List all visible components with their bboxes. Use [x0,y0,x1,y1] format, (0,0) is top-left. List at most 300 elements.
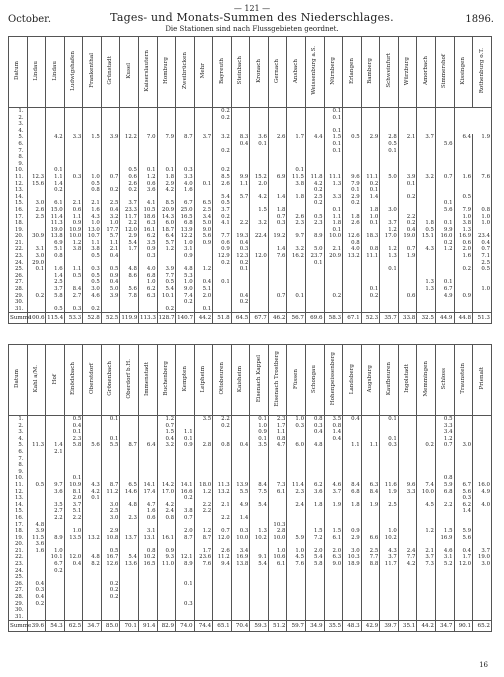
value-cell: 35.5 [324,621,343,632]
table-row [9,220,492,227]
value-cell: 8.4 [64,286,83,293]
value-cell [361,121,380,128]
value-cell: 9.7 [46,482,65,489]
value-cell [64,121,83,128]
value-cell [435,154,454,161]
station-header [64,345,83,416]
value-cell [138,594,157,601]
value-cell [361,541,380,548]
value-cell [101,167,120,174]
value-cell: 1.1 [64,214,83,221]
value-cell: 8.9 [176,561,195,568]
value-cell: 62.5 [64,621,83,632]
value-cell [268,508,287,515]
value-cell [306,449,325,456]
value-cell [194,522,213,529]
value-cell: 5.8 [306,561,325,568]
value-cell: 11.4 [46,214,65,221]
value-cell [343,273,362,280]
value-cell [398,266,417,273]
value-cell: 3.7 [417,134,436,141]
value-cell [213,587,232,594]
value-cell: 3.9 [398,174,417,181]
value-cell: 100.6 [27,313,46,324]
value-cell: 52.8 [83,313,102,324]
value-cell [138,423,157,430]
value-cell [435,214,454,221]
value-cell [361,148,380,155]
value-cell [46,475,65,482]
value-cell: 9.3 [157,554,176,561]
value-cell [27,227,46,234]
value-cell: 0.1 [306,260,325,267]
date-cell: Summe [9,313,28,324]
value-cell [176,614,195,621]
page-footer: 16 [479,661,488,669]
value-cell [435,161,454,168]
value-cell: 10.5 [138,207,157,214]
value-cell: 3.9 [157,266,176,273]
value-cell [398,594,417,601]
header-label: Gernach [274,58,281,83]
value-cell [361,456,380,463]
value-cell [287,299,306,306]
value-cell [306,522,325,529]
value-cell: 0.3 [231,528,250,535]
value-cell [343,601,362,608]
value-cell [380,273,399,280]
date-cell: 18. [9,220,28,227]
value-cell [473,148,492,155]
value-cell: 10.0 [417,489,436,496]
value-cell: 6.3 [138,220,157,227]
value-cell: 6.1 [324,535,343,542]
value-cell [194,121,213,128]
value-cell: 3.6 [138,187,157,194]
value-cell: 14.1 [138,482,157,489]
value-cell: 0.1 [361,286,380,293]
value-cell [27,416,46,423]
value-cell [157,587,176,594]
value-cell [194,148,213,155]
value-cell [64,161,83,168]
value-cell: 2.3 [306,220,325,227]
value-cell [231,456,250,463]
value-cell [473,528,492,535]
value-cell [398,456,417,463]
value-cell [417,148,436,155]
value-cell [306,581,325,588]
value-cell [380,601,399,608]
value-cell: 8.4 [250,482,269,489]
value-cell: 3.0 [27,200,46,207]
value-cell: 2.3 [287,220,306,227]
value-cell [46,541,65,548]
value-cell [120,161,139,168]
value-cell [250,614,269,621]
value-cell: 2.5 [101,200,120,207]
value-cell: 4.1 [138,200,157,207]
value-cell: 51.2 [268,621,287,632]
value-cell [250,548,269,555]
date-cell: 22. [9,554,28,561]
value-cell [268,187,287,194]
value-cell: 1.5 [306,528,325,535]
value-cell [380,200,399,207]
table-row [9,475,492,482]
value-cell [417,515,436,522]
value-cell [176,462,195,469]
station-header [361,345,380,416]
value-cell: 0.4 [27,581,46,588]
value-cell [194,115,213,122]
value-cell [473,587,492,594]
value-cell [213,154,232,161]
value-cell [250,121,269,128]
value-cell [138,161,157,168]
value-cell [417,121,436,128]
value-cell: 0.9 [343,528,362,535]
value-cell: 0.4 [473,240,492,247]
value-cell [435,522,454,529]
value-cell: 1.9 [324,502,343,509]
value-cell: 4.8 [83,554,102,561]
value-cell: 6.8 [435,489,454,496]
value-cell: 0.2 [231,260,250,267]
value-cell [250,508,269,515]
value-cell [176,260,195,267]
value-cell [343,299,362,306]
header-label: Weissenburg a.S. [311,46,318,96]
value-cell [287,121,306,128]
value-cell: 1.5 [435,528,454,535]
value-cell [361,141,380,148]
value-cell [194,568,213,575]
value-cell [324,495,343,502]
table-row [9,306,492,313]
value-cell [361,154,380,161]
date-cell: 20. [9,233,28,240]
value-cell [138,141,157,148]
value-cell: 1.4 [46,442,65,449]
value-cell [473,429,492,436]
value-cell [343,462,362,469]
value-cell [435,194,454,201]
value-cell [250,515,269,522]
value-cell [101,456,120,463]
value-cell [101,423,120,430]
table-row [9,568,492,575]
value-cell: 1.2 [64,240,83,247]
value-cell [101,522,120,529]
value-cell: 3.2 [101,214,120,221]
value-cell [213,299,232,306]
value-cell [268,154,287,161]
value-cell [27,502,46,509]
page-title: Tages- und Monats-Summen des Niederschlages. [110,11,394,24]
value-cell: 0.2 [213,423,232,430]
value-cell [176,194,195,201]
value-cell: 2.4 [157,508,176,515]
value-cell: 3.8 [83,246,102,253]
value-cell [138,436,157,443]
value-cell [213,541,232,548]
value-cell: 20.9 [324,253,343,260]
value-cell: 18.7 [157,227,176,234]
value-cell [324,187,343,194]
value-cell [473,141,492,148]
value-cell [454,306,473,313]
value-cell [83,515,102,522]
value-cell: 3.1 [435,554,454,561]
value-cell [417,194,436,201]
value-cell: 3.2 [213,134,232,141]
value-cell [157,594,176,601]
value-cell [27,574,46,581]
value-cell: 0.6 [138,515,157,522]
value-cell: 5.6 [454,489,473,496]
value-cell [361,587,380,594]
value-cell [176,574,195,581]
value-cell: 0.5 [83,253,102,260]
value-cell: 9.1 [250,554,269,561]
value-cell: 2.9 [157,181,176,188]
value-cell: 1.6 [83,207,102,214]
value-cell [361,528,380,535]
value-cell: 1.1 [324,214,343,221]
value-cell: 5.8 [64,442,83,449]
value-cell [138,568,157,575]
value-cell [64,456,83,463]
value-cell [454,587,473,594]
value-cell: 0.5 [64,416,83,423]
value-cell [287,601,306,608]
value-cell [176,128,195,135]
value-cell [250,522,269,529]
value-cell: 1.2 [157,416,176,423]
value-cell: 3.3 [176,174,195,181]
value-cell [361,581,380,588]
value-cell [46,161,65,168]
date-cell: 25. [9,266,28,273]
value-cell [454,449,473,456]
table-row [9,561,492,568]
value-cell [83,574,102,581]
value-cell [268,128,287,135]
value-cell: 0.2 [231,299,250,306]
header-label: Hohenpeissenberg [330,352,337,406]
value-cell: 2.2 [194,508,213,515]
value-cell [324,266,343,273]
sum-row [9,313,492,324]
value-cell: 13.7 [120,535,139,542]
value-cell: 3.5 [138,240,157,247]
value-cell: 5.1 [64,508,83,515]
value-cell [231,214,250,221]
value-cell: 8.7 [176,134,195,141]
value-cell [194,273,213,280]
value-cell: 0.9 [138,246,157,253]
date-cell: 7. [9,456,28,463]
value-cell: 1.2 [194,528,213,535]
value-cell [306,436,325,443]
value-cell [194,449,213,456]
value-cell [324,167,343,174]
value-cell [380,299,399,306]
value-cell [361,429,380,436]
value-cell: 14.1 [176,482,195,489]
value-cell [194,541,213,548]
table-row [9,614,492,621]
header-label: Amorbach [422,56,429,86]
value-cell [27,194,46,201]
value-cell [380,607,399,614]
date-cell: 27. [9,587,28,594]
value-cell [120,429,139,436]
value-cell [454,475,473,482]
value-cell: 2.5 [473,260,492,267]
value-cell: 4.0 [176,181,195,188]
value-cell [138,581,157,588]
value-cell [380,181,399,188]
header-label: Rothenburg o.T. [478,48,485,94]
value-cell [138,607,157,614]
value-cell: 10.9 [64,482,83,489]
value-cell [231,436,250,443]
value-cell [157,260,176,267]
value-cell: 16.0 [473,482,492,489]
value-cell: 52.3 [361,313,380,324]
value-cell [343,266,362,273]
month-label: October. [8,14,52,25]
value-cell [454,299,473,306]
value-cell [268,574,287,581]
value-cell [250,574,269,581]
value-cell: 11.1 [324,174,343,181]
value-cell: 0.2 [417,442,436,449]
value-cell [343,475,362,482]
value-cell [380,614,399,621]
value-cell [473,299,492,306]
value-cell [83,194,102,201]
value-cell: 0.1 [343,187,362,194]
value-cell [306,279,325,286]
value-cell: 11.4 [287,482,306,489]
value-cell [361,614,380,621]
value-cell: 0.4 [231,240,250,247]
value-cell [213,227,232,234]
value-cell [473,423,492,430]
value-cell [157,449,176,456]
value-cell: 2.2 [398,214,417,221]
value-cell [454,286,473,293]
value-cell: 14.2 [157,482,176,489]
header-label: Oberdorf b.H. [125,358,132,399]
value-cell [398,528,417,535]
value-cell: 9.9 [435,227,454,234]
header-label: Bamberg [367,57,374,84]
value-cell: 1.8 [287,194,306,201]
value-cell: 39.7 [380,621,399,632]
value-cell [250,293,269,300]
value-cell: 6.8 [138,273,157,280]
value-cell: 12.0 [213,535,232,542]
value-cell: 7.9 [157,134,176,141]
value-cell: 16.1 [138,227,157,234]
header-label: Prienalt [478,367,485,390]
value-cell: 0.2 [398,220,417,227]
value-cell: 3.9 [101,134,120,141]
value-cell: 13.2 [83,535,102,542]
station-header [46,345,65,416]
value-cell: 0.1 [398,181,417,188]
value-cell [380,429,399,436]
value-cell: 2.3 [287,489,306,496]
value-cell [64,187,83,194]
value-cell: 1.4 [46,181,65,188]
value-cell: 0.1 [324,115,343,122]
value-cell: 2.7 [46,508,65,515]
value-cell: 5.4 [250,561,269,568]
value-cell: 0.1 [101,436,120,443]
value-cell [194,154,213,161]
station-header [231,37,250,108]
value-cell [417,154,436,161]
value-cell [231,167,250,174]
value-cell [417,495,436,502]
value-cell [306,273,325,280]
value-cell [64,260,83,267]
value-cell [194,436,213,443]
value-cell [398,128,417,135]
value-cell: 9.0 [176,286,195,293]
value-cell [306,161,325,168]
value-cell [46,574,65,581]
value-cell: 1.3 [380,253,399,260]
value-cell [176,449,195,456]
station-header [287,37,306,108]
station-header [83,37,102,108]
value-cell [101,161,120,168]
value-cell [27,220,46,227]
header-label: Simmershof [441,53,448,88]
value-cell [287,108,306,115]
value-cell [417,436,436,443]
value-cell: 2.8 [194,442,213,449]
value-cell: 0.1 [380,148,399,155]
value-cell [231,200,250,207]
value-cell [287,469,306,476]
value-cell [306,115,325,122]
table-row [9,167,492,174]
value-cell: 0.5 [120,167,139,174]
value-cell [268,614,287,621]
value-cell: 113.3 [138,313,157,324]
value-cell: 51.3 [473,313,492,324]
value-cell [473,167,492,174]
value-cell: 115.4 [46,313,65,324]
value-cell [361,607,380,614]
value-cell [120,614,139,621]
value-cell [120,581,139,588]
value-cell [120,601,139,608]
value-cell: 12.3 [231,253,250,260]
value-cell [287,266,306,273]
table-row [9,108,492,115]
value-cell [417,535,436,542]
value-cell [435,515,454,522]
value-cell [473,515,492,522]
